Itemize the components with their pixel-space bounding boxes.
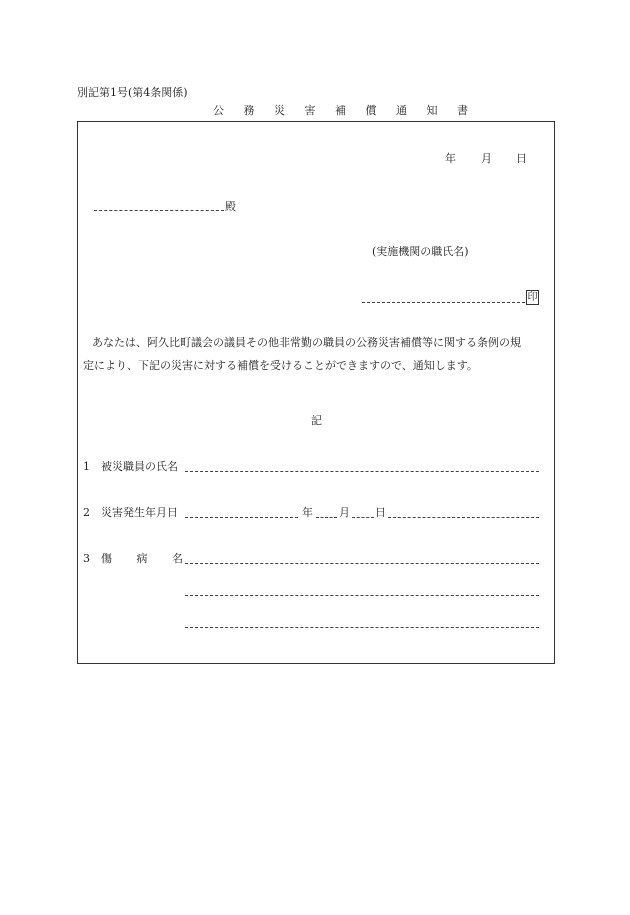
- item3-input-line-2[interactable]: [185, 595, 539, 596]
- body-text-line2: 定により、下記の災害に対する補償を受けることができますので、通知します。: [83, 359, 478, 372]
- body-text-line1: あなたは、阿久比町議会の議員その他非常勤の職員の公務災害補償等に関する条例の規: [92, 336, 521, 349]
- issuer-label: (実施機関の職氏名): [372, 245, 469, 258]
- item2-label: 災害発生年月日: [101, 506, 178, 519]
- item3-input-line-3[interactable]: [185, 627, 539, 628]
- document-title: 公 務 災 害 補 償 通 知 書: [213, 104, 476, 117]
- item3-number: 3: [83, 552, 90, 565]
- item1-number: 1: [83, 460, 90, 473]
- item2-month-label: 月: [339, 506, 350, 519]
- addressee-name-line[interactable]: [94, 210, 224, 211]
- issuer-name-line[interactable]: [362, 302, 525, 303]
- item2-year-line[interactable]: [185, 517, 298, 518]
- date-year-label: 年: [445, 152, 456, 165]
- form-frame: [77, 121, 555, 664]
- date-day-label: 日: [516, 152, 527, 165]
- item3-input-line-1[interactable]: [185, 563, 539, 564]
- form-reference: 別記第1号(第4条関係): [77, 86, 188, 99]
- item1-input-line[interactable]: [185, 471, 539, 472]
- date-month-label: 月: [481, 152, 492, 165]
- seal-mark: [526, 290, 539, 305]
- addressee-honorific: 殿: [225, 200, 236, 213]
- seal-icon: 印: [527, 292, 538, 303]
- item2-number: 2: [83, 506, 90, 519]
- item2-year-label: 年: [302, 506, 313, 519]
- item3-label: 傷 病 名: [101, 552, 183, 565]
- item2-day-line[interactable]: [352, 517, 374, 518]
- item2-day-label: 日: [375, 506, 386, 519]
- item2-month-line[interactable]: [316, 517, 337, 518]
- item1-label: 被災職員の氏名: [101, 460, 178, 473]
- item2-tail-line: [388, 517, 539, 518]
- ki-heading: 記: [311, 414, 322, 427]
